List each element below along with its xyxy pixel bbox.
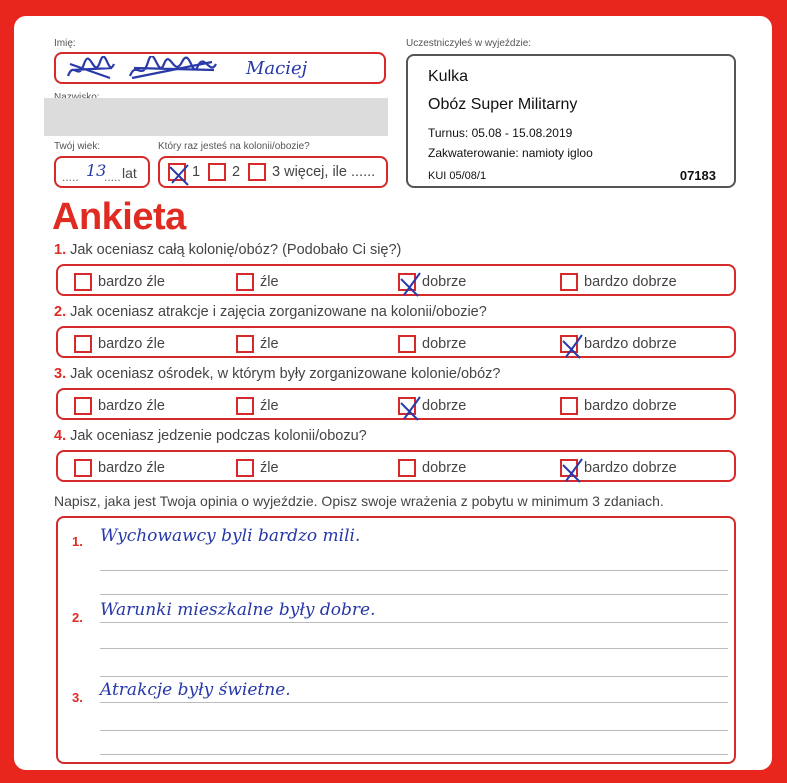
answer-checkbox[interactable] — [398, 397, 416, 415]
answer-option[interactable] — [560, 396, 677, 416]
answer-checkbox[interactable] — [236, 335, 254, 353]
answer-option[interactable] — [236, 272, 279, 292]
answer-option-label: bardzo dobrze — [584, 460, 677, 476]
question-3 — [54, 366, 500, 382]
answer-checkbox[interactable] — [236, 397, 254, 415]
question-2 — [54, 304, 487, 320]
answer-option-label: dobrze — [422, 460, 467, 476]
visit-checkbox-3[interactable] — [248, 163, 266, 181]
answer-option-label: bardzo źle — [98, 398, 165, 414]
answer-option[interactable] — [560, 458, 677, 478]
answer-checkbox[interactable] — [398, 273, 416, 291]
answer-checkbox[interactable] — [398, 459, 416, 477]
visit-field — [158, 156, 388, 188]
question-4 — [54, 428, 367, 444]
answer-option-label: bardzo źle — [98, 274, 165, 290]
answer-option[interactable] — [398, 396, 466, 416]
answer-option[interactable] — [560, 334, 677, 354]
question-number: 3. — [54, 366, 67, 382]
question-text: Jak oceniasz ośrodek, w którym były zorganizowane kolonie/obóz? — [70, 366, 501, 382]
answer-option-label: bardzo dobrze — [584, 336, 677, 352]
answer-row-4 — [56, 450, 736, 482]
answer-checkbox[interactable] — [398, 335, 416, 353]
answer-text-1: Wychowawcy byli bardzo mili. — [100, 526, 361, 546]
survey-title: Ankieta — [52, 196, 186, 238]
name-field[interactable] — [54, 52, 386, 84]
answer-option-label: dobrze — [422, 336, 467, 352]
answer-number-3: 3. — [72, 690, 83, 705]
question-text: Jak oceniasz całą kolonię/obóz? (Podobało Ci się?) — [70, 242, 402, 258]
visit-option-1[interactable] — [168, 162, 200, 182]
answer-option-label: dobrze — [422, 398, 467, 414]
trip-label: Uczestniczyłeś w wyjeździe: — [406, 38, 532, 49]
answer-checkbox[interactable] — [74, 397, 92, 415]
answer-number-1: 1. — [72, 534, 83, 549]
trip-turnus: Turnus: 05.08 - 15.08.2019 — [428, 126, 573, 140]
answer-checkbox[interactable] — [560, 335, 578, 353]
ruled-line — [100, 702, 728, 703]
trip-number: 07183 — [679, 168, 716, 183]
name-label: Imię: — [54, 38, 76, 49]
visit-option-2[interactable] — [208, 162, 240, 182]
question-text: Jak oceniasz atrakcje i zajęcia zorganizowane na kolonii/obozie? — [70, 304, 487, 320]
answer-option-label: źle — [260, 274, 279, 290]
name-scribble — [64, 56, 234, 84]
visit-checkbox-2[interactable] — [208, 163, 226, 181]
answer-option-label: bardzo dobrze — [584, 274, 677, 290]
answer-option[interactable] — [398, 272, 466, 292]
survey-sheet — [14, 16, 772, 770]
visit-checkbox-1[interactable] — [168, 163, 186, 181]
visit-option-label: 3 więcej, ile ...... — [272, 164, 376, 180]
answer-option[interactable] — [398, 334, 466, 354]
age-label: Twój wiek: — [54, 141, 101, 152]
question-number: 1. — [54, 242, 67, 258]
ruled-line — [100, 676, 728, 677]
question-1 — [54, 242, 401, 258]
ruled-line — [100, 730, 728, 731]
age-field[interactable]: ..... 13 ..... lat — [54, 156, 150, 188]
open-question-prompt: Napisz, jaka jest Twoja opinia o wyjeździe. Opisz swoje wrażenia z pobytu w minimum 3 zdaniach. — [54, 493, 664, 509]
answer-option[interactable] — [74, 396, 165, 416]
answer-row-1 — [56, 264, 736, 296]
trip-accommodation: Zakwaterowanie: namioty igloo — [428, 146, 593, 160]
answer-checkbox[interactable] — [236, 459, 254, 477]
answer-text-3: Atrakcje były świetne. — [100, 680, 291, 700]
answer-option[interactable] — [74, 272, 165, 292]
answer-checkbox[interactable] — [560, 273, 578, 291]
question-number: 4. — [54, 428, 67, 444]
check-mark-icon — [396, 269, 424, 299]
trip-name: Kulka — [428, 68, 469, 85]
answer-checkbox[interactable] — [560, 397, 578, 415]
answer-option-label: bardzo źle — [98, 460, 165, 476]
visit-option-label: 2 — [232, 164, 241, 180]
trip-camp: Obóz Super Militarny — [428, 96, 578, 113]
age-value: 13 — [86, 161, 107, 180]
check-mark-icon — [558, 455, 586, 485]
answer-option[interactable] — [398, 458, 466, 478]
question-text: Jak oceniasz jedzenie podczas kolonii/obozu? — [70, 428, 367, 444]
answer-option-label: bardzo źle — [98, 336, 165, 352]
visit-label: Który raz jesteś na kolonii/obozie? — [158, 141, 310, 152]
ruled-line — [100, 648, 728, 649]
answer-option[interactable] — [236, 396, 279, 416]
surname-redaction — [44, 98, 388, 136]
check-mark-icon — [396, 393, 424, 423]
answer-checkbox[interactable] — [236, 273, 254, 291]
answer-checkbox[interactable] — [74, 459, 92, 477]
answer-number-2: 2. — [72, 610, 83, 625]
open-answer-box[interactable] — [56, 516, 736, 764]
answer-row-2 — [56, 326, 736, 358]
ruled-line — [100, 570, 728, 571]
check-mark-icon — [166, 159, 192, 187]
answer-option[interactable] — [74, 458, 165, 478]
answer-option[interactable] — [74, 334, 165, 354]
answer-option[interactable] — [236, 458, 279, 478]
answer-option[interactable] — [560, 272, 677, 292]
ruled-line — [100, 754, 728, 755]
answer-row-3 — [56, 388, 736, 420]
ruled-line — [100, 622, 728, 623]
answer-checkbox[interactable] — [74, 335, 92, 353]
answer-option-label: źle — [260, 336, 279, 352]
visit-option-3[interactable] — [248, 162, 375, 182]
name-value: Maciej — [246, 58, 308, 79]
check-mark-icon — [558, 331, 586, 361]
ruled-line — [100, 594, 728, 595]
answer-text-2: Warunki mieszkalne były dobre. — [100, 600, 376, 620]
answer-option[interactable] — [236, 334, 279, 354]
answer-checkbox[interactable] — [74, 273, 92, 291]
question-number: 2. — [54, 304, 67, 320]
trip-code: KUI 05/08/1 — [428, 170, 487, 182]
answer-option-label: źle — [260, 398, 279, 414]
answer-option-label: bardzo dobrze — [584, 398, 677, 414]
answer-checkbox[interactable] — [560, 459, 578, 477]
age-unit: lat — [122, 165, 137, 181]
answer-option-label: dobrze — [422, 274, 467, 290]
trip-info-box — [406, 54, 736, 188]
answer-option-label: źle — [260, 460, 279, 476]
visit-option-label: 1 — [192, 164, 201, 180]
